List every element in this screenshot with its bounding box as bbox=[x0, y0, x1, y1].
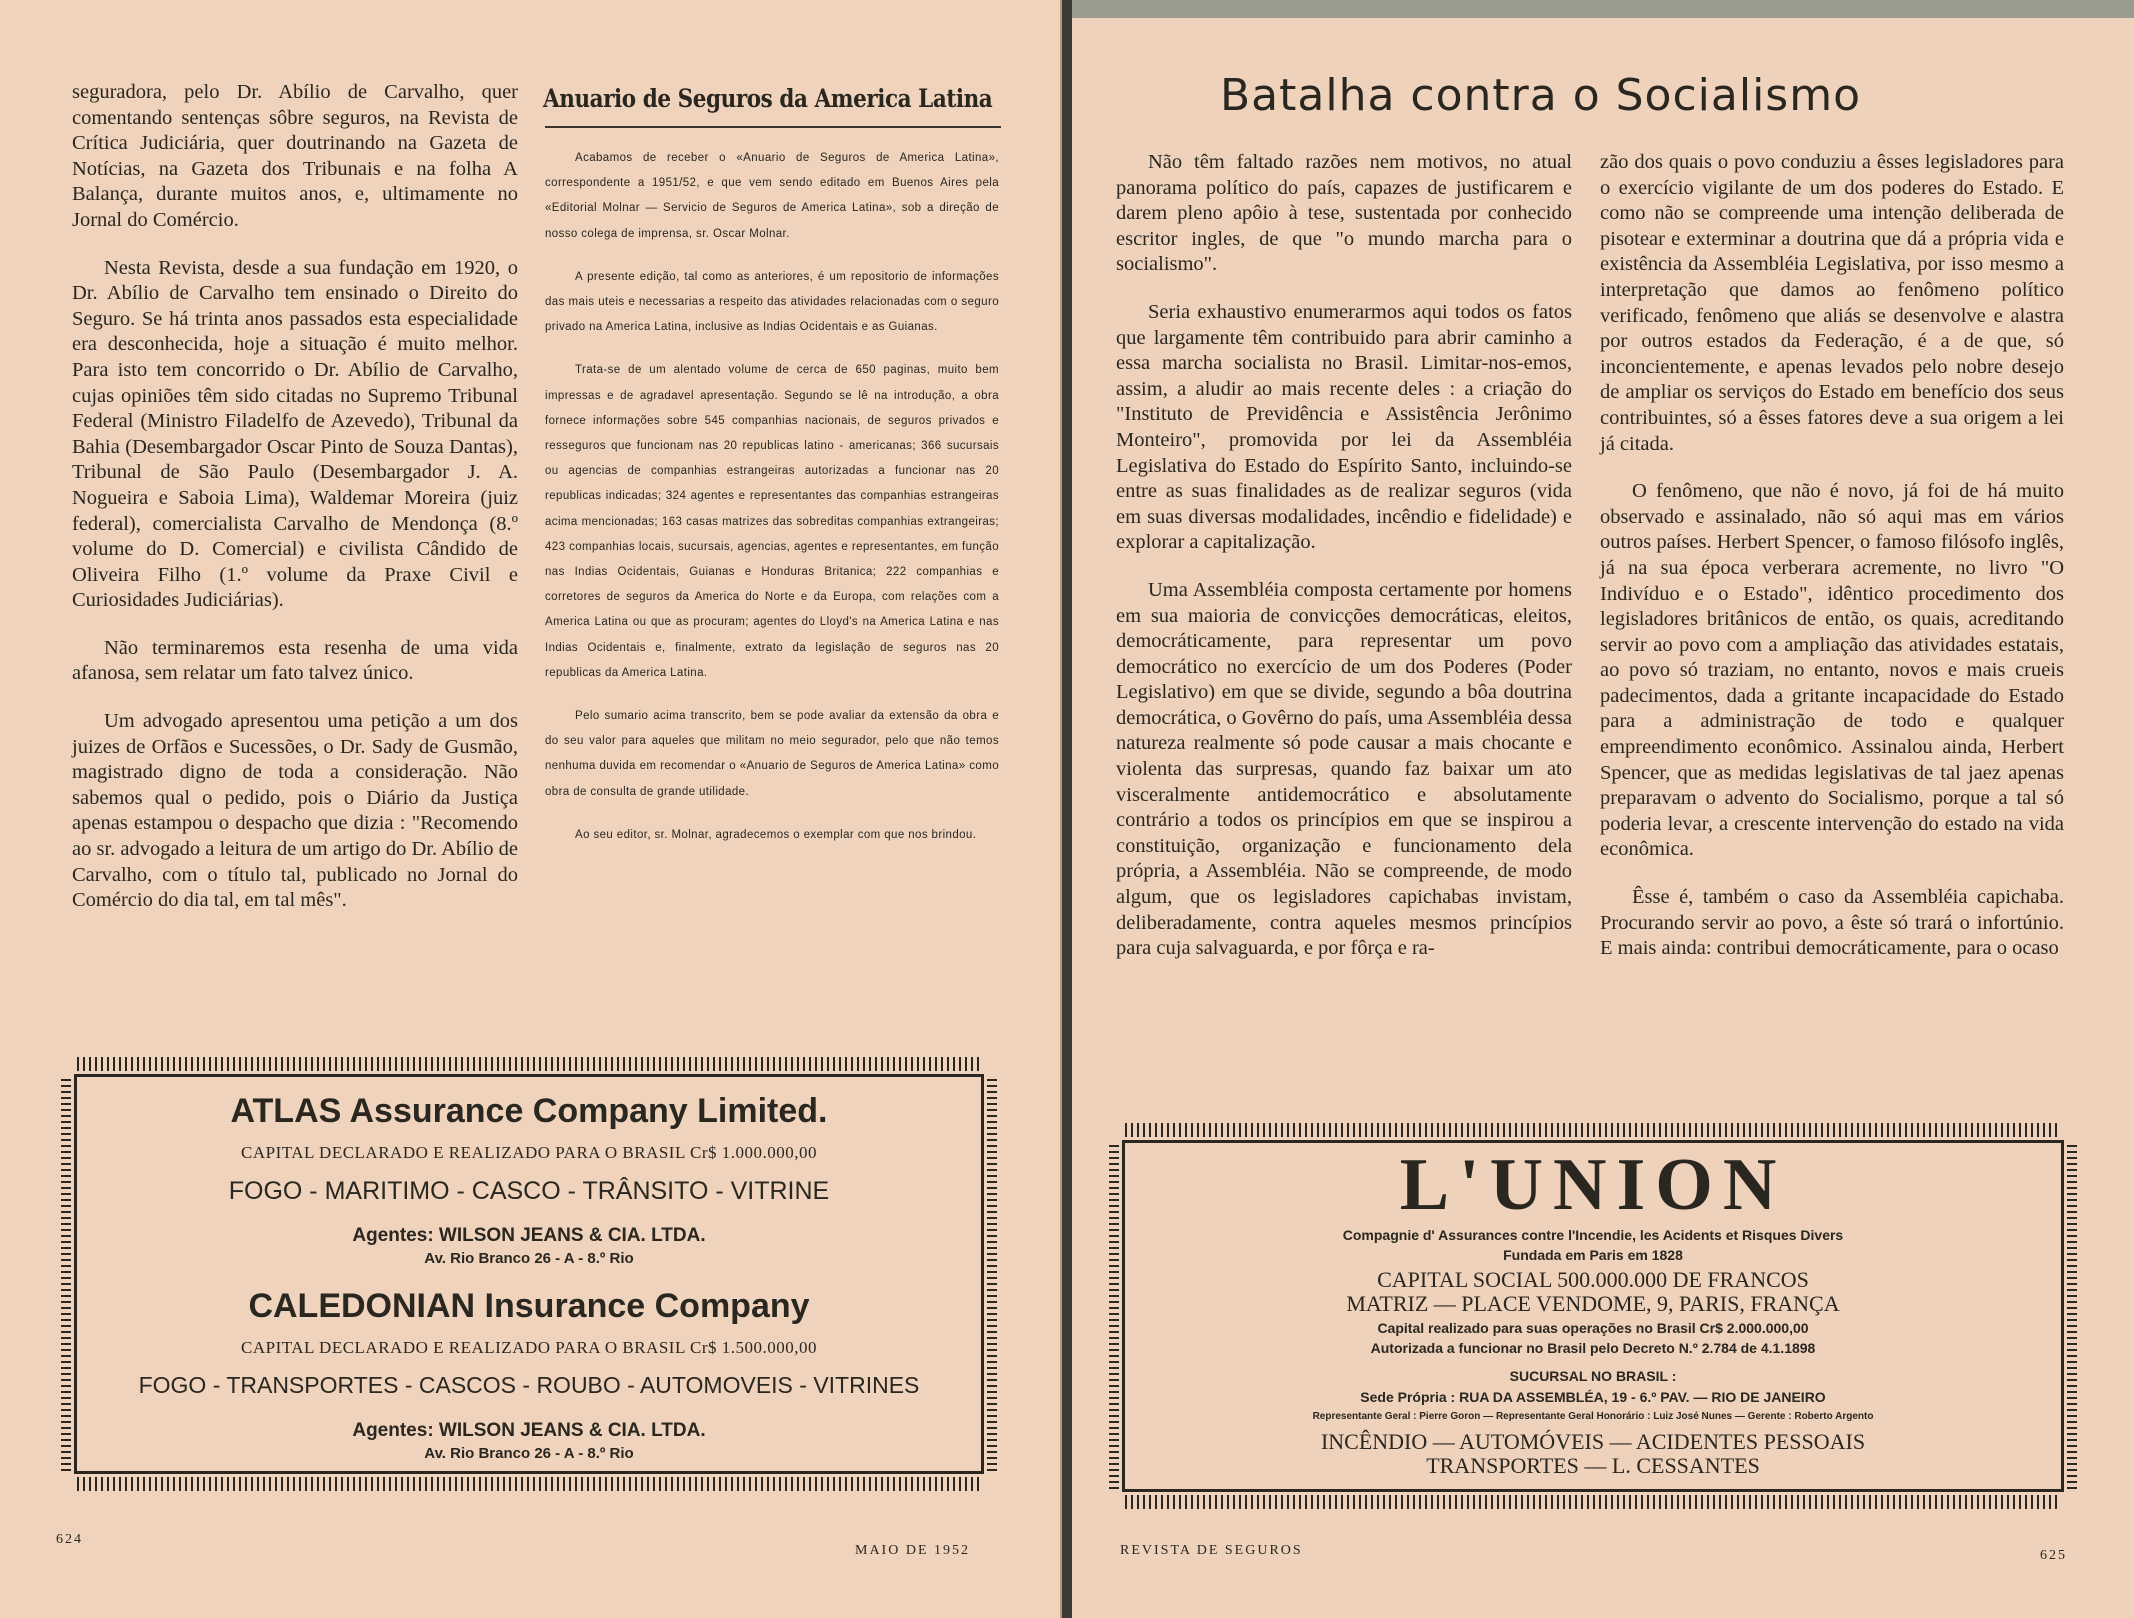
right-page bbox=[1072, 0, 2134, 1618]
paragraph: Seria exhaustivo enumerarmos aqui todos os fatos que largamente têm contribuido para abrir caminho a essa marcha socialista no Brasil. Limitar-nos-emos, assim, a aludir ao mais recente deles : a criação do "Instituto de Previdência e Assistência Jerônimo Monteiro", promovida por lei da Assembléia Legislativa do Estado do Espírito Santo, incluindo-se entre as suas finalidades as de realizar seguros (vida em suas diversas modalidades, incêndio e fidelidade) e explorar a capitalização. bbox=[1116, 300, 1572, 554]
insurance-ad-lunion bbox=[1122, 1140, 2064, 1492]
atlas-address: Av. Rio Branco 26 - A - 8.º Rio bbox=[424, 1250, 634, 1267]
paragraph: Nesta Revista, desde a sua fundação em 1920, o Dr. Abílio de Carvalho tem ensinado o Direito do Seguro. Se há trinta anos passados esta especialidade era desconhecida, hoje a situação é muito melhor. Para isto tem concorrido o Dr. Abílio de Carvalho, cujas opiniões têm sido citadas no Supremo Tribunal Federal (Ministro Filadelfo de Azevedo), Tribunal da Bahia (Desembargador Oscar Pinto de Souza Dantas), Tribunal de São Paulo (Desembargador J. A. Nogueira e Saboia Lima), Waldemar Moreira (juiz federal), comercialista Carvalho de Mendonça (8.º volume do D. Comercial) e civilista Cândido de Oliveira Filho (1.º volume da Praxe Civil e Curiosidades Judiciárias). bbox=[72, 256, 518, 612]
caledonian-address: Av. Rio Branco 26 - A - 8.º Rio bbox=[424, 1445, 634, 1462]
paragraph: Êsse é, também o caso da Assembléia capichaba. Procurando servir ao povo, a êste só trará o infortúnio. E mais ainda: contribui democráticamente, para o ocaso bbox=[1600, 886, 2064, 960]
ad-border bbox=[61, 1077, 71, 1471]
lunion-founded: Fundada em Paris em 1828 bbox=[1503, 1247, 1683, 1263]
left-column-2 bbox=[545, 146, 999, 866]
paragraph: seguradora, pelo Dr. Abílio de Carvalho, quer comentando sentenças sôbre seguros, na Revista de Crítica Judiciária, quer doutrinando na Gazeta de Notícias, na Gazeta dos Tribunais e na folha A Balança, durante muitos anos, e, ultimamente no Jornal do Comércio. bbox=[72, 81, 518, 231]
caledonian-lines: FOGO - TRANSPORTES - CASCOS - ROUBO - AUTOMOVEIS - VITRINES bbox=[138, 1372, 920, 1398]
lunion-representantes: Representante Geral : Pierre Goron — Representante Geral Honorário : Luiz José Nunes — Gerente : Roberto Argento bbox=[1312, 1411, 1874, 1422]
left-column-1 bbox=[72, 80, 518, 936]
lunion-capital: CAPITAL SOCIAL 500.000.000 DE FRANCOS bbox=[1377, 1267, 1809, 1292]
paragraph: zão dos quais o povo conduziu a êsses legisladores para o exercício vigilante de um dos poderes do Estado. E como não se compreende uma intenção deliberada de pisotear e exterminar a doutrina que dá a própria vida e existência da Assembléia Legislativa, por isso mesmo a interpretação que damos ao fenômeno político verificado, fenômeno que aliás se desenvolve e alastra por outros estados da Federação, é a de que, só inconcientemente, e apenas levados pelo nobre desejo de ampliar os serviços do Estado em benefício dos seus contribuintes, só a êsses fatores deve a sua origem a lei já citada. bbox=[1600, 151, 2064, 455]
ad-border bbox=[77, 1057, 981, 1071]
insurance-ad-atlas-caledonian bbox=[74, 1074, 984, 1474]
article-title: Batalha contra o Socialismo bbox=[1220, 70, 1862, 121]
right-column-2 bbox=[1600, 150, 2064, 962]
ad-border bbox=[987, 1077, 997, 1471]
lunion-ramos-1: INCÊNDIO — AUTOMÓVEIS — ACIDENTES PESSOAIS bbox=[1320, 1429, 1866, 1454]
lunion-matriz: MATRIZ — PLACE VENDOME, 9, PARIS, FRANÇA bbox=[1346, 1291, 1840, 1316]
ad-border bbox=[1125, 1123, 2061, 1137]
title-rule bbox=[545, 126, 1001, 128]
atlas-lines: FOGO - MARITIMO - CASCO - TRÂNSITO - VITRINE bbox=[228, 1177, 830, 1205]
lunion-ramos-2: TRANSPORTES — L. CESSANTES bbox=[1426, 1453, 1760, 1478]
lunion-sede: Sede Própria : RUA DA ASSEMBLÉA, 19 - 6.º PAV. — RIO DE JANEIRO bbox=[1360, 1389, 1826, 1405]
magazine-name: REVISTA DE SEGUROS bbox=[1120, 1543, 1303, 1558]
caledonian-agents: Agentes: WILSON JEANS & CIA. LTDA. bbox=[352, 1420, 706, 1441]
lunion-name: L'UNION bbox=[1399, 1144, 1787, 1226]
ad-border bbox=[1109, 1143, 1119, 1489]
lunion-autorizada: Autorizada a funcionar no Brasil pelo Decreto N.º 2.784 de 4.1.1898 bbox=[1370, 1340, 1816, 1356]
paragraph: Um advogado apresentou uma petição a um dos juizes de Orfãos e Sucessões, o Dr. Sady de Gusmão, magistrado digno de toda a consideração. Não sabemos qual o pedido, pois o Diário da Justiça apenas estampou o despacho que dizia : "Recomendo ao sr. advogado a leitura de um artigo do Dr. Abílio de Carvalho, com o título tal, publicado no Jornal do Comércio do dia tal, em tal mês". bbox=[72, 710, 518, 912]
ad-border bbox=[2067, 1143, 2077, 1489]
paragraph: Não terminaremos esta resenha de uma vida afanosa, sem relatar um fato talvez único. bbox=[72, 636, 518, 685]
left-page bbox=[0, 0, 1062, 1618]
page-number: 624 bbox=[56, 1532, 83, 1547]
issue-date: MAIO DE 1952 bbox=[855, 1543, 970, 1558]
page-number: 625 bbox=[2040, 1548, 2067, 1563]
page-edge bbox=[1072, 0, 2134, 18]
ad-border bbox=[77, 1477, 981, 1491]
lunion-sucursal: SUCURSAL NO BRASIL : bbox=[1509, 1368, 1677, 1384]
ad-border bbox=[1125, 1495, 2061, 1509]
lunion-description: Compagnie d' Assurances contre l'Incendie, les Acidents et Risques Divers bbox=[1342, 1227, 1844, 1243]
caledonian-capital: CAPITAL DECLARADO E REALIZADO PARA O BRASIL Cr$ 1.500.000,00 bbox=[241, 1338, 817, 1357]
paragraph: Trata-se de um alentado volume de cerca de 650 paginas, muito bem impressas e de agradavel apresentação. Segundo se lê na introdução, a obra fornece informações sobre 545 companhias nacionais, de seguros privados e resseguros que funcionam nas 20 republicas latino - americanas; 366 sucursais ou agencias de companhias estrangeiras autorizadas a funcionar nas 20 republicas indicadas; 324 agentes e representantes das companhias estrangeiras acima mencionadas; 163 casas matrizes das sobreditas companhias extrangeiras; 423 companhias locais, sucursais, agencias, agentes e representantes, em função nas Indias Ocidentais, Guianas e Honduras Britanica; 222 companhias e corretores de seguros da America do Norte e da Europa, com relações com a America Latina ou que as procuram; agentes do Lloyd's na America Latina e nas Indias Ocidentais e, finalmente, extrato da legislação de seguros nas 20 republicas da America Latina. bbox=[545, 364, 999, 679]
atlas-agents: Agentes: WILSON JEANS & CIA. LTDA. bbox=[352, 1225, 706, 1246]
article-title: Anuario de Seguros da America Latina bbox=[543, 84, 993, 113]
right-column-1 bbox=[1116, 150, 1572, 962]
paragraph: A presente edição, tal como as anteriores, é um repositorio de informações das mais uteis e necessarias a respeito das atividades relacionadas com o seguro privado na America Latina, inclusive as Indias Ocidentais e as Guianas. bbox=[545, 270, 999, 334]
lunion-capital-realizado: Capital realizado para suas operações no Brasil Cr$ 2.000.000,00 bbox=[1377, 1320, 1809, 1336]
paragraph: Pelo sumario acima transcrito, bem se pode avaliar da extensão da obra e do seu valor para aqueles que militam no meio segurador, pelo que não temos nenhuma duvida em recomendar o «Anuario de Seguros de America Latina» como obra de consulta de grande utilidade. bbox=[545, 710, 999, 798]
atlas-company-name: ATLAS Assurance Company Limited. bbox=[230, 1092, 828, 1130]
paragraph: Uma Assembléia composta certamente por homens em sua maioria de convicções democráticas, eleitos, democráticamente, para representar um povo democrático no exercício de um dos Poderes (Poder Legislativo) em que se divide, segundo a bôa doutrina democrática, o Govêrno do país, uma Assembléia dessa natureza realmente só pode causar a mais chocante e violenta das surpresas, quando faz baixar um ato visceralmente antidemocrático e absolutamente contrário a todos os princípios em que se inspirou a constituição, organização e funcionamento dela própria, a Assembléia. Não se compreende, de modo algum, que os legisladores capichabas invistam, deliberadamente, contra aqueles mesmos princípios para cuja salvaguarda, e por fôrça e ra- bbox=[1116, 578, 1572, 960]
paragraph: Não têm faltado razões nem motivos, no atual panorama político do país, capazes de justificarem e darem pleno apôio à tese, sustentada por conhecido escritor ingles, de que "o mundo marcha para o socialismo". bbox=[1116, 151, 1572, 276]
paragraph: O fenômeno, que não é novo, já foi de há muito observado e assinalado, não só aqui mas em vários outros países. Herbert Spencer, o famoso filósofo inglês, já na sua época verberara acremente, no livro "O Indivíduo e o Estado", idêntico procedimento dos legisladores britânicos de então, os quais, acreditando servir ao povo com a ampliação das atividades estatais, ao povo só traziam, no entanto, novos e mais crueis padecimentos, dada a gritante incapacidade do Estado para a administração de todo e qualquer empreendimento econômico. Assinalou ainda, Herbert Spencer, que as medidas legislativas de tal jaez apenas preparavam o advento do Socialismo, porque a tal só poderia levar, a crescente intervenção do estado na vida econômica. bbox=[1600, 480, 2064, 861]
paragraph: Acabamos de receber o «Anuario de Seguros de America Latina», correspondente a 1951/52, e que vem sendo editado em Buenos Aires pela «Editorial Molnar — Servicio de Seguros de America Latina», sob a direção de nosso colega de imprensa, sr. Oscar Molnar. bbox=[545, 152, 999, 240]
caledonian-company-name: CALEDONIAN Insurance Company bbox=[248, 1287, 810, 1325]
atlas-capital: CAPITAL DECLARADO E REALIZADO PARA O BRASIL Cr$ 1.000.000,00 bbox=[241, 1143, 817, 1162]
paragraph: Ao seu editor, sr. Molnar, agradecemos o exemplar com que nos brindou. bbox=[575, 828, 977, 841]
